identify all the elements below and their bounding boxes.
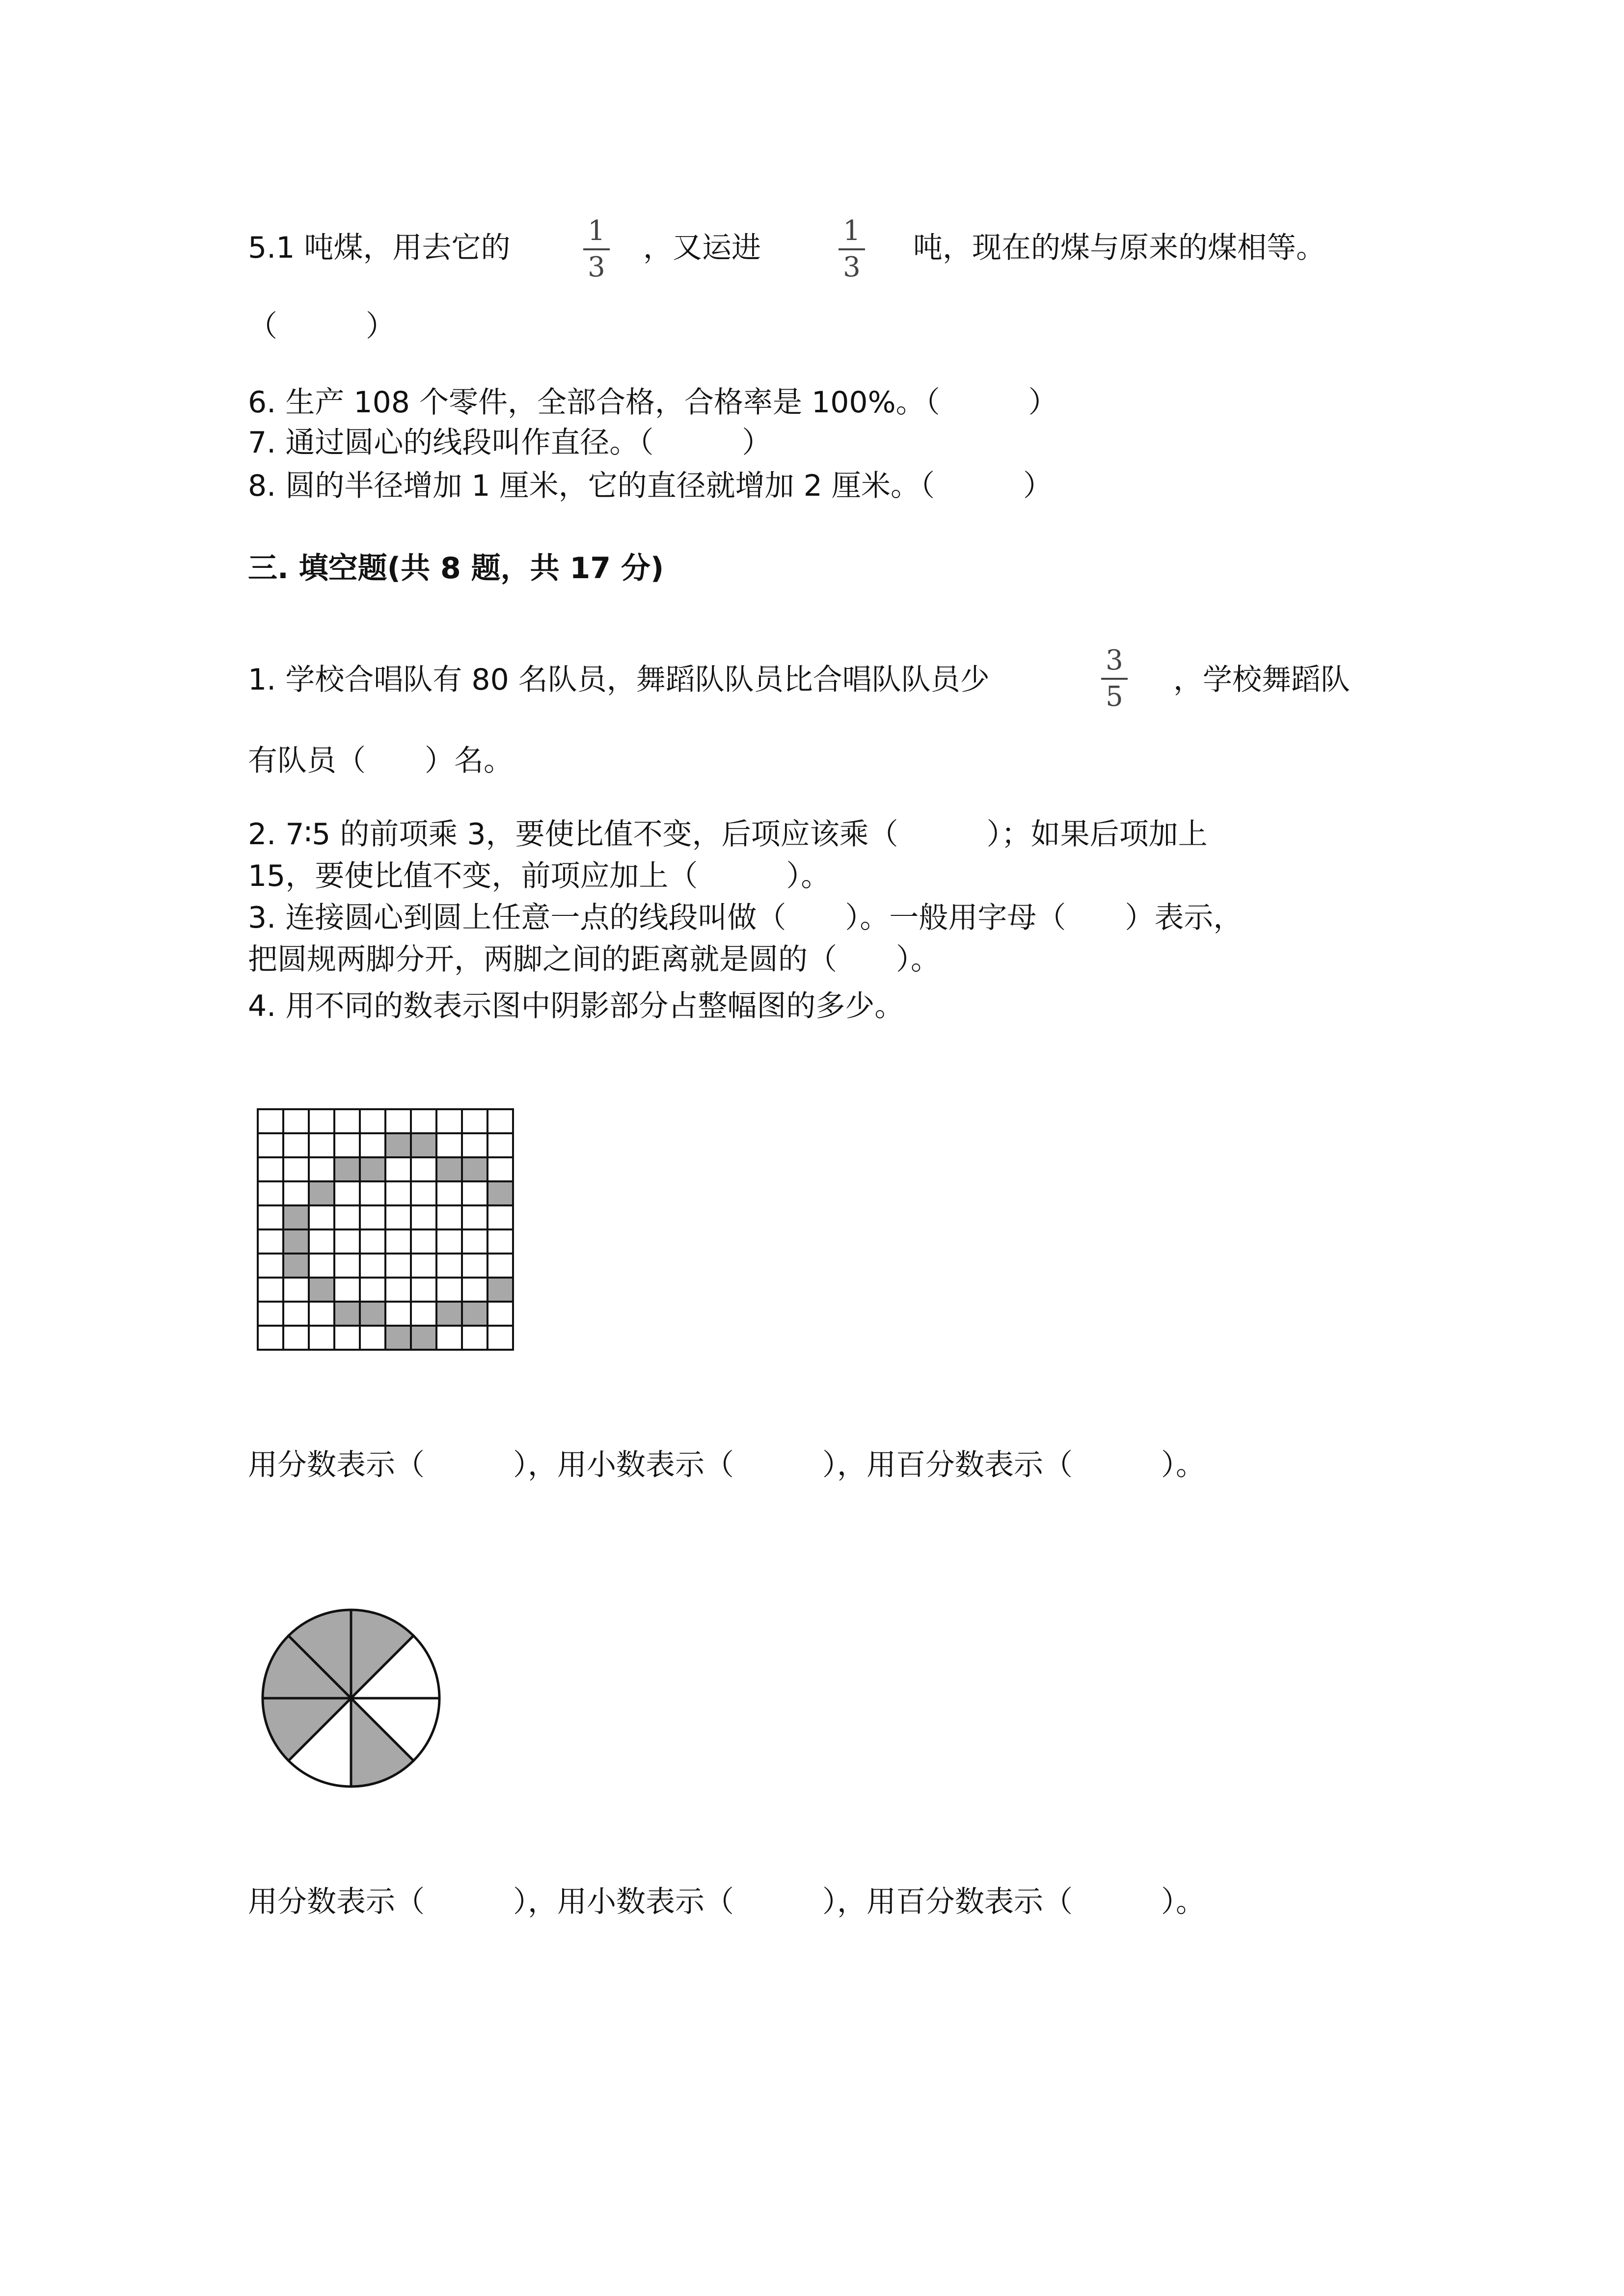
grid-cell xyxy=(258,1326,283,1350)
grid-cell xyxy=(258,1157,283,1181)
grid-cell xyxy=(487,1109,513,1133)
grid-cell xyxy=(258,1205,283,1229)
grid-cell xyxy=(258,1278,283,1302)
grid-cell-shaded xyxy=(283,1254,309,1278)
grid-cell xyxy=(258,1109,283,1133)
grid-cell-shaded xyxy=(360,1157,385,1181)
grid-cell xyxy=(487,1157,513,1181)
grid-cell xyxy=(462,1278,487,1302)
grid-cell xyxy=(360,1326,385,1350)
grid-cell-shaded xyxy=(436,1157,462,1181)
grid-cell xyxy=(436,1254,462,1278)
grid-cell xyxy=(385,1109,411,1133)
grid-cell xyxy=(334,1133,360,1157)
grid-cell-shaded xyxy=(385,1133,411,1157)
grid-cell xyxy=(360,1133,385,1157)
question-6: 6. 生产 108 个零件，全部合格，合格率是 100%。（ ） xyxy=(248,385,1058,420)
grid-cell xyxy=(487,1229,513,1254)
fraction-denominator: 3 xyxy=(588,251,605,283)
grid-cell xyxy=(334,1229,360,1254)
grid-cell-shaded xyxy=(360,1302,385,1326)
grid-cell xyxy=(360,1205,385,1229)
grid-cell-shaded xyxy=(309,1278,334,1302)
grid-cell xyxy=(411,1181,436,1205)
fraction-three-fifths xyxy=(1097,645,1132,712)
grid-cell xyxy=(283,1157,309,1181)
grid-cell xyxy=(462,1254,487,1278)
grid-cell xyxy=(487,1205,513,1229)
s3-question-4: 4. 用不同的数表示图中阴影部分占整幅图的多少。 xyxy=(248,989,904,1023)
grid-cell xyxy=(385,1278,411,1302)
grid-cell xyxy=(462,1229,487,1254)
fraction-denominator: 5 xyxy=(1106,681,1123,713)
grid-cell-shaded xyxy=(309,1181,334,1205)
grid-cell xyxy=(334,1109,360,1133)
grid-cell xyxy=(487,1326,513,1350)
grid-cell xyxy=(411,1229,436,1254)
grid-cell xyxy=(462,1205,487,1229)
grid-cell xyxy=(436,1205,462,1229)
grid-cell xyxy=(334,1205,360,1229)
fraction-one-third-a xyxy=(579,216,614,283)
s3-question-1-part1: 1. 学校合唱队有 80 名队员，舞蹈队队员比合唱队队员少 xyxy=(248,663,990,697)
grid-cell xyxy=(283,1302,309,1326)
fraction-bar xyxy=(1101,678,1128,680)
grid-cell xyxy=(334,1278,360,1302)
fraction-numerator: 3 xyxy=(1106,644,1123,676)
grid-cell xyxy=(462,1181,487,1205)
grid-cell xyxy=(334,1254,360,1278)
grid-cell xyxy=(411,1302,436,1326)
grid-cell xyxy=(309,1205,334,1229)
q5-text-part1: 5.1 吨煤，用去它的 xyxy=(248,231,511,265)
grid-cell xyxy=(309,1157,334,1181)
grid-cell xyxy=(487,1133,513,1157)
q5-answer-blank[interactable]: （ ） xyxy=(248,309,395,344)
s3-question-1-part2: ，学校舞蹈队 xyxy=(1173,663,1350,697)
grid-cell xyxy=(360,1109,385,1133)
shaded-circle-figure xyxy=(258,1605,444,1791)
grid-cell xyxy=(283,1109,309,1133)
grid-cell xyxy=(411,1109,436,1133)
grid-cell-shaded xyxy=(283,1229,309,1254)
grid-cell xyxy=(360,1229,385,1254)
grid-cell-shaded xyxy=(334,1157,360,1181)
circle-answer-line: 用分数表示（ ），用小数表示（ ），用百分数表示（ ）。 xyxy=(248,1885,1205,1919)
grid-cell xyxy=(385,1157,411,1181)
grid-cell xyxy=(334,1326,360,1350)
grid-cell xyxy=(283,1326,309,1350)
grid-cell xyxy=(360,1254,385,1278)
grid-cell-shaded xyxy=(462,1302,487,1326)
grid-cell-shaded xyxy=(411,1133,436,1157)
grid-cell xyxy=(309,1133,334,1157)
q5-text-part3: 吨，现在的煤与原来的煤相等。 xyxy=(913,231,1326,265)
s3-question-2-line1: 2. 7∶5 的前项乘 3，要使比值不变，后项应该乘（ ）；如果后项加上 xyxy=(248,817,1208,852)
grid-cell-shaded xyxy=(462,1157,487,1181)
grid-cell xyxy=(283,1181,309,1205)
grid-cell xyxy=(462,1326,487,1350)
grid-cell xyxy=(462,1133,487,1157)
grid-cell xyxy=(436,1181,462,1205)
question-8: 8. 圆的半径增加 1 厘米，它的直径就增加 2 厘米。（ ） xyxy=(248,469,1053,503)
grid-cell xyxy=(436,1326,462,1350)
grid-cell xyxy=(385,1181,411,1205)
grid-cell-shaded xyxy=(487,1278,513,1302)
shaded-grid-figure xyxy=(255,1107,515,1352)
grid-cell xyxy=(283,1133,309,1157)
grid-cell xyxy=(411,1205,436,1229)
grid-cell xyxy=(360,1181,385,1205)
grid-answer-line: 用分数表示（ ），用小数表示（ ），用百分数表示（ ）。 xyxy=(248,1448,1205,1482)
grid-cell xyxy=(487,1302,513,1326)
grid-cell xyxy=(436,1109,462,1133)
grid-cell xyxy=(258,1302,283,1326)
grid-cell xyxy=(258,1133,283,1157)
grid-cell-shaded xyxy=(436,1302,462,1326)
question-7: 7. 通过圆心的线段叫作直径。（ ） xyxy=(248,426,772,460)
grid-cell xyxy=(309,1302,334,1326)
grid-cell xyxy=(360,1278,385,1302)
grid-cell xyxy=(258,1181,283,1205)
grid-cell xyxy=(436,1278,462,1302)
grid-cell xyxy=(411,1254,436,1278)
grid-cell xyxy=(385,1254,411,1278)
question-5 xyxy=(248,228,511,267)
grid-cell xyxy=(385,1205,411,1229)
grid-cell xyxy=(487,1254,513,1278)
grid-cell xyxy=(334,1181,360,1205)
s3-question-2-line2: 15，要使比值不变，前项应加上（ ）。 xyxy=(248,859,831,893)
section-3-heading: 三. 填空题(共 8 题，共 17 分) xyxy=(248,551,664,586)
grid-cell xyxy=(436,1133,462,1157)
grid-cell-shaded xyxy=(283,1205,309,1229)
grid-cell xyxy=(385,1302,411,1326)
grid-cell xyxy=(411,1278,436,1302)
grid-cell xyxy=(309,1326,334,1350)
q5-text-part2: ，又运进 xyxy=(643,231,761,265)
s3-question-1-line2: 有队员（ ）名。 xyxy=(248,744,513,778)
s3-question-3-line2: 把圆规两脚分开，两脚之间的距离就是圆的（ ）。 xyxy=(248,942,940,977)
s3-question-3-line1: 3. 连接圆心到圆上任意一点的线段叫做（ ）。一般用字母（ ）表示， xyxy=(248,901,1243,935)
grid-cell xyxy=(436,1229,462,1254)
grid-cell xyxy=(309,1109,334,1133)
grid-cell xyxy=(462,1109,487,1133)
grid-cell xyxy=(283,1278,309,1302)
grid-cell xyxy=(411,1157,436,1181)
grid-cell-shaded xyxy=(487,1181,513,1205)
grid-cell xyxy=(258,1229,283,1254)
grid-cell xyxy=(258,1254,283,1278)
fraction-one-third-b xyxy=(835,216,869,283)
grid-cell-shaded xyxy=(385,1326,411,1350)
grid-cell-shaded xyxy=(411,1326,436,1350)
fraction-denominator: 3 xyxy=(843,251,861,283)
grid-cell xyxy=(309,1229,334,1254)
fraction-numerator: 1 xyxy=(588,215,605,247)
grid-cell xyxy=(385,1229,411,1254)
grid-cell xyxy=(309,1254,334,1278)
grid-cell-shaded xyxy=(334,1302,360,1326)
fraction-numerator: 1 xyxy=(843,215,861,247)
fraction-bar xyxy=(839,248,865,250)
fraction-bar xyxy=(583,248,610,250)
